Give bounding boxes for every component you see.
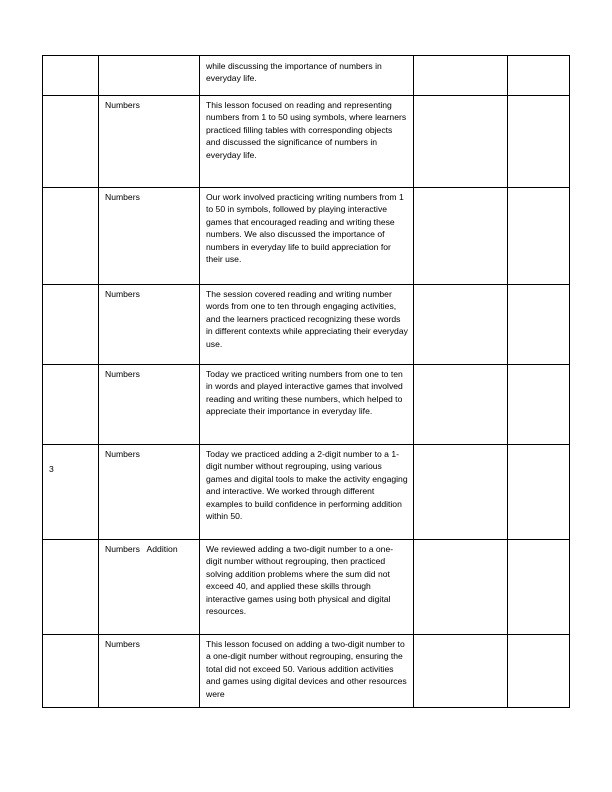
empty-cell <box>508 188 570 285</box>
week-cell <box>43 540 99 635</box>
table-row <box>43 96 570 188</box>
summary-cell: Today we practiced writing numbers from one to ten in words and played interactive games that involved reading and writing these numbers, which helped to appreciate their importance in everyday life. <box>200 365 414 445</box>
table-row <box>43 285 570 365</box>
week-cell <box>43 635 99 708</box>
empty-cell <box>414 56 508 96</box>
week-cell: 3 <box>43 445 99 540</box>
empty-cell <box>414 635 508 708</box>
empty-cell <box>414 285 508 365</box>
summary-cell: We reviewed adding a two-digit number to a one-digit number without regrouping, then practiced solving addition problems where the sum did not exceed 40, and applied these skills through interactive games using both physical and digital resources. <box>200 540 414 635</box>
empty-cell <box>508 635 570 708</box>
table-row <box>43 188 570 285</box>
strand-cell: Numbers Addition <box>99 540 200 635</box>
empty-cell <box>414 445 508 540</box>
empty-cell <box>508 365 570 445</box>
week-cell <box>43 365 99 445</box>
table-row <box>43 365 570 445</box>
summary-cell: Our work involved practicing writing numbers from 1 to 50 in symbols, followed by playing interactive games that encouraged reading and writing these numbers. We also discussed the importance of numbers in everyday life to build appreciation for their use. <box>200 188 414 285</box>
lesson-table <box>42 55 570 708</box>
summary-cell: This lesson focused on adding a two-digit number to a one-digit number without regrouping, ensuring the total did not exceed 50. Various addition activities and games using digital devices and other resources were <box>200 635 414 708</box>
week-cell <box>43 96 99 188</box>
strand-cell: Numbers <box>99 285 200 365</box>
empty-cell <box>508 285 570 365</box>
empty-cell <box>508 445 570 540</box>
week-cell <box>43 56 99 96</box>
strand-cell: Numbers <box>99 365 200 445</box>
table-row <box>43 445 570 540</box>
strand-cell: Numbers <box>99 445 200 540</box>
week-cell <box>43 285 99 365</box>
strand-cell: Numbers <box>99 96 200 188</box>
empty-cell <box>508 56 570 96</box>
summary-cell: while discussing the importance of numbers in everyday life. <box>200 56 414 96</box>
empty-cell <box>414 540 508 635</box>
week-cell <box>43 188 99 285</box>
table-row <box>43 540 570 635</box>
summary-cell: Today we practiced adding a 2-digit number to a 1-digit number without regrouping, using various games and digital tools to make the activity engaging and interactive. We worked through different examples to build confidence in performing addition within 50. <box>200 445 414 540</box>
empty-cell <box>508 96 570 188</box>
empty-cell <box>414 365 508 445</box>
summary-cell: This lesson focused on reading and representing numbers from 1 to 50 using symbols, where learners practiced filling tables with corresponding objects and discussed the significance of numbers in everyday life. <box>200 96 414 188</box>
strand-cell <box>99 56 200 96</box>
table-row <box>43 635 570 708</box>
table-row <box>43 56 570 96</box>
empty-cell <box>414 96 508 188</box>
summary-cell: The session covered reading and writing number words from one to ten through engaging activities, and the learners practiced recognizing these words in different contexts while appreciating their everyday use. <box>200 285 414 365</box>
strand-cell: Numbers <box>99 188 200 285</box>
empty-cell <box>508 540 570 635</box>
empty-cell <box>414 188 508 285</box>
strand-cell: Numbers <box>99 635 200 708</box>
